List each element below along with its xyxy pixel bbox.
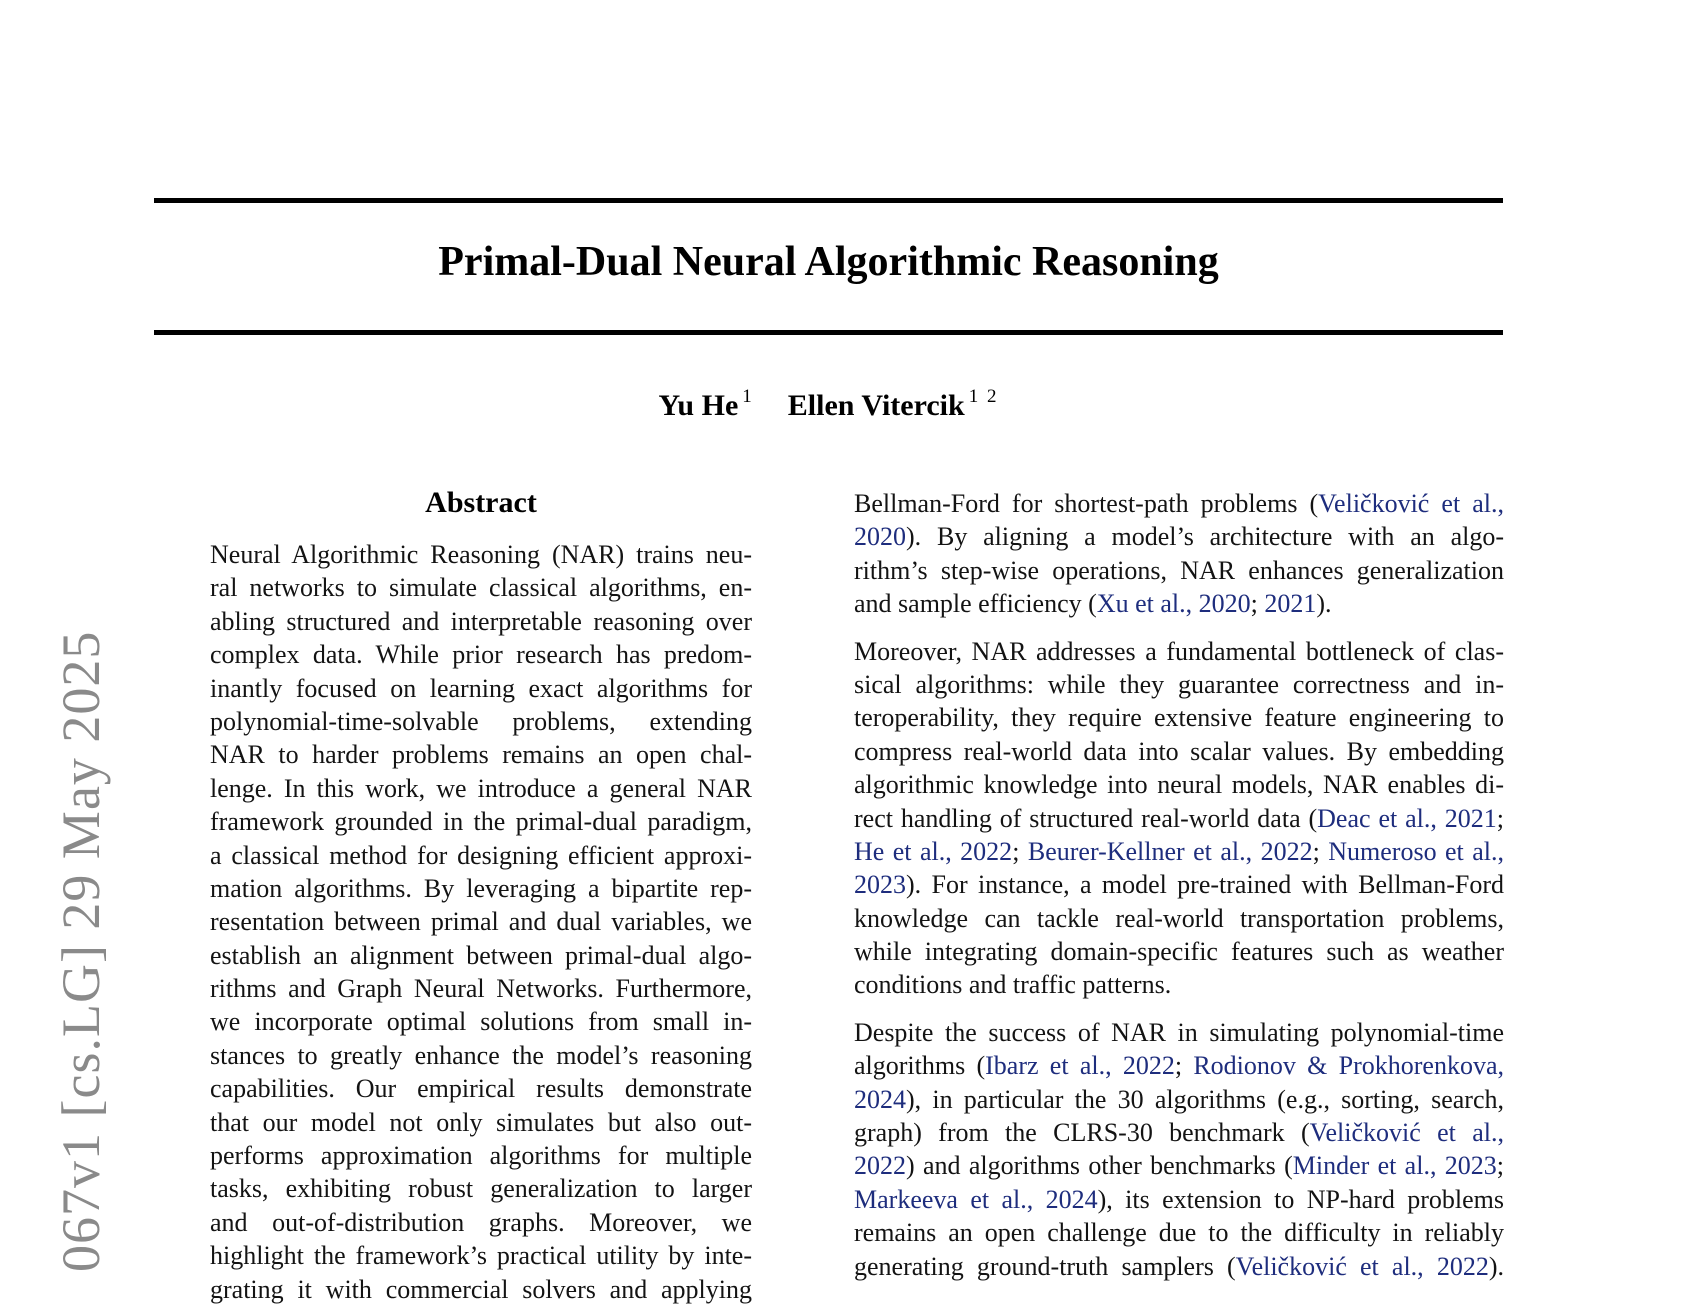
text-span: ). [1316,589,1332,619]
citation-link[interactable]: Xu et al., 2020 [1096,589,1251,619]
paragraph [854,487,1504,621]
text-line [854,668,1504,701]
abstract-body [210,538,752,1306]
text-span: ). For instance, a model pre-trained with Bellman-Ford [906,870,1504,900]
text-line [854,868,1504,901]
text-line [210,1039,752,1072]
text-span: ; [1496,803,1504,833]
text-line [854,835,1504,868]
text-line [854,520,1504,553]
citation-link[interactable]: Veličković et al., 2022 [1235,1251,1489,1281]
text-line [854,935,1504,968]
text-line [210,571,752,604]
text-line [854,968,1504,1001]
text-line [210,538,752,571]
text-span: stances to greatly enhance the model’s reasoning [210,1040,752,1070]
citation-link[interactable]: He et al., 2022 [854,836,1013,866]
text-line [854,768,1504,801]
text-span: conditions and traffic patterns. [854,970,1172,1000]
text-span: framework grounded in the primal-dual paradigm, [210,807,752,837]
text-line [210,1005,752,1038]
text-span: rect handling of structured real-world data ( [854,803,1318,833]
text-span: resentation between primal and dual variables, we [210,907,752,937]
text-line [210,638,752,671]
text-line [210,1106,752,1139]
paragraph [854,635,1504,1002]
text-span: while integrating domain-specific features such as weather [854,937,1504,967]
citation-link[interactable]: Deac et al., 2021 [1317,803,1497,833]
citation-link[interactable]: 2022 [854,1151,906,1181]
text-line [210,972,752,1005]
text-line [854,1116,1504,1149]
text-span: graph) from the CLRS-30 benchmark ( [854,1118,1310,1148]
text-line [854,701,1504,734]
paragraph [854,1016,1504,1283]
citation-link[interactable]: 2024 [854,1084,906,1114]
text-line [210,605,752,638]
text-line [210,939,752,972]
authors-line [154,388,1503,423]
text-span: algorithmic knowledge into neural models, NAR enables di- [854,770,1504,800]
text-span: establish an alignment between primal-dual algo- [210,940,752,970]
text-line [854,1216,1504,1249]
text-line [210,805,752,838]
text-span: teroperability, they require extensive feature engineering to [854,703,1504,733]
text-span: ). [1488,1251,1504,1281]
text-line [854,1149,1504,1182]
author [787,386,999,422]
text-span: inantly focused on learning exact algorithms for [210,673,752,703]
citation-link[interactable]: Rodionov & Prokhorenkova, [1193,1051,1504,1081]
text-span: mation algorithms. By leveraging a bipartite rep- [210,873,752,903]
text-span: abling structured and interpretable reasoning over [210,606,752,636]
top-rule [154,198,1503,203]
text-line [854,587,1504,620]
citation-link[interactable]: Ibarz et al., 2022 [985,1051,1175,1081]
text-line [854,902,1504,935]
author-name: Ellen Vitercik [787,389,965,422]
arxiv-stamp: 067v1 [cs.LG] 29 May 2025 [51,630,111,1272]
text-line [210,705,752,738]
author-name: Yu He [658,389,739,422]
text-line [210,738,752,771]
text-span: sical algorithms: while they guarantee correctness and in- [854,669,1504,699]
text-line [210,1206,752,1239]
text-line [854,735,1504,768]
text-line [210,1273,752,1306]
text-span: ), in particular the 30 algorithms (e.g., sorting, search, [906,1084,1504,1114]
text-span: ; [1312,836,1329,866]
text-line [854,1049,1504,1082]
text-line [210,672,752,705]
citation-link[interactable]: 2021 [1264,589,1317,619]
text-line [854,554,1504,587]
text-span: ), its extension to NP-hard problems [1097,1184,1504,1214]
text-span: highlight the framework’s practical utility by inte- [210,1241,752,1271]
text-line [210,1139,752,1172]
text-span: knowledge can tackle real-world transportation problems, [854,903,1504,933]
author-superscript: 1 2 [968,386,999,407]
text-line [854,1016,1504,1049]
citation-link[interactable]: Veličković et al., [1309,1118,1504,1148]
bottom-rule [154,330,1503,335]
text-span: NAR to harder problems remains an open chal- [210,740,752,770]
text-span: we incorporate optimal solutions from small in- [210,1007,752,1037]
text-span: ral networks to simulate classical algorithms, en- [210,573,752,603]
text-span: tasks, exhibiting robust generalization to larger [210,1174,752,1204]
text-span: and sample efficiency ( [854,589,1097,619]
text-span: ; [1496,1151,1504,1181]
citation-link[interactable]: Veličković et al., [1318,489,1504,518]
text-line [210,905,752,938]
text-span: ; [1012,836,1028,866]
text-span: rithms and Graph Neural Networks. Furthermore, [210,974,752,1004]
citation-link[interactable]: Numeroso et al., [1328,836,1504,866]
text-span: Moreover, NAR addresses a fundamental bottleneck of clas- [854,636,1504,666]
text-line [210,1172,752,1205]
text-span: capabilities. Our empirical results demonstrate [210,1074,752,1104]
citation-link[interactable]: 2020 [854,522,906,552]
author-superscript: 1 [742,386,754,407]
text-span: complex data. While prior research has predom- [210,640,752,670]
citation-link[interactable]: Beurer-Kellner et al., 2022 [1027,836,1313,866]
citation-link[interactable]: 2023 [854,870,906,900]
text-span: that our model not only simulates but also out- [210,1107,752,1137]
text-line [854,1250,1504,1283]
text-line [210,1072,752,1105]
text-line [854,1083,1504,1116]
text-span: performs approximation algorithms for multiple [210,1141,752,1171]
text-span: and out-of-distribution graphs. Moreover, we [210,1207,752,1237]
text-span: polynomial-time-solvable problems, extending [210,706,752,736]
text-span: algorithms ( [854,1051,986,1081]
text-line [210,772,752,805]
text-span: grating it with commercial solvers and applying [210,1274,752,1304]
text-line [854,635,1504,668]
text-line [210,872,752,905]
text-span: Despite the success of NAR in simulating polynomial-time [854,1017,1504,1047]
intro-column [854,487,1504,1283]
text-span: lenge. In this work, we introduce a general NAR [210,773,752,803]
text-line [210,839,752,872]
text-line [854,487,1504,520]
text-span: ) and algorithms other benchmarks ( [906,1151,1293,1181]
abstract-heading: Abstract [425,486,537,519]
text-span: ; [1250,589,1265,619]
text-span: a classical method for designing efficient approxi- [210,840,752,870]
text-line [854,802,1504,835]
text-span: Bellman-Ford for shortest-path problems ( [854,489,1319,518]
author [658,386,754,422]
text-line [854,1183,1504,1216]
text-span: ). By aligning a model’s architecture with an algo- [906,522,1504,552]
text-span: compress real-world data into scalar values. By embedding [854,736,1504,766]
text-span: ; [1174,1051,1194,1081]
text-span: Neural Algorithmic Reasoning (NAR) trains neu- [210,540,752,569]
citation-link[interactable]: Markeeva et al., 2024 [854,1184,1098,1214]
text-line [210,1239,752,1272]
text-span: remains an open challenge due to the difficulty in reliably [854,1218,1504,1248]
text-span: generating ground-truth samplers ( [854,1251,1236,1281]
text-span: rithm’s step-wise operations, NAR enhances generalization [854,555,1504,585]
paper-title: Primal-Dual Neural Algorithmic Reasoning [438,239,1219,285]
citation-link[interactable]: Minder et al., 2023 [1292,1151,1497,1181]
